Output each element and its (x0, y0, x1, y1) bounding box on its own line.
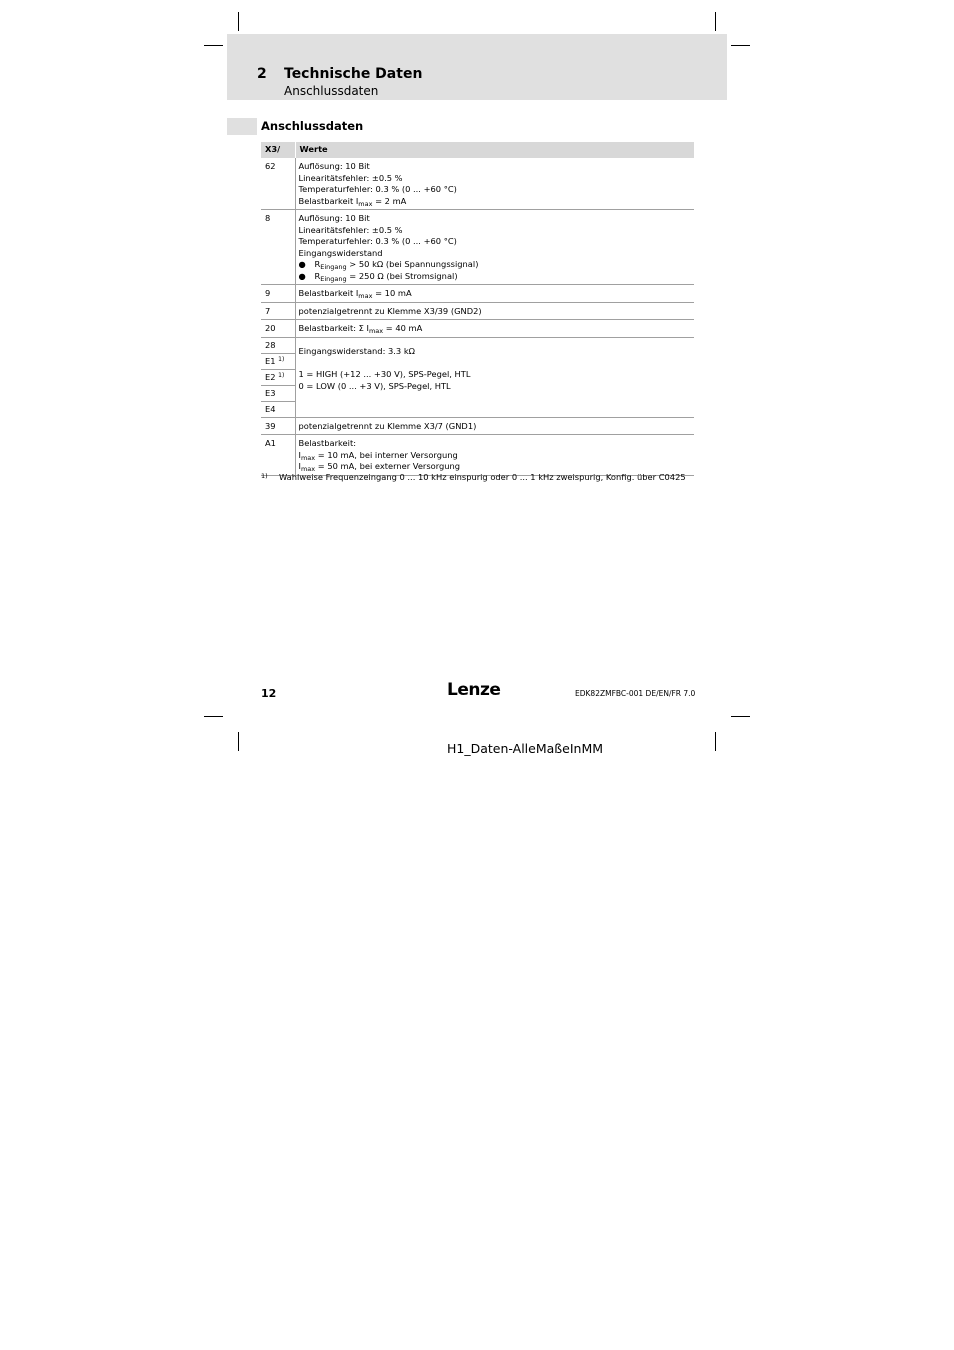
terminal-cell: 39 (261, 417, 295, 435)
terminal-cell: 7 (261, 302, 295, 320)
table-row (261, 210, 694, 285)
value-line: Belastbarkeit: (298, 438, 356, 448)
terminal-cell: 9 (261, 285, 295, 303)
lenze-logo: Lenze (447, 680, 501, 700)
value-line: $I_{max} = 10$ mA, bei interner Versorgung (298, 449, 458, 462)
values-cell (295, 337, 694, 417)
section-title: Anschlussdaten (261, 119, 364, 133)
crop-mark (715, 12, 716, 31)
chapter-title: Technische Daten (284, 66, 423, 82)
terminal-group-cell (261, 337, 295, 417)
bullet-item: ● $R_{Eingang} = 250$ Ω (bei Stromsignal) (298, 270, 458, 283)
table-row (261, 285, 694, 303)
terminal-cell: A1 (261, 435, 295, 476)
value-line: Auflösung: 10 Bit (298, 161, 370, 171)
footnote-marker: 1) (261, 472, 268, 480)
table-row (261, 302, 694, 320)
terminal-label: E1 $^{1)}$ (261, 354, 295, 370)
values-cell (295, 158, 694, 210)
values-cell: Belastbarkeit: Σ $I_{max} = 40$ mA (295, 320, 694, 338)
value-line: Auflösung: 10 Bit (298, 213, 370, 223)
crop-mark (731, 716, 750, 717)
value-line: Linearitätsfehler: ±0.5 % (298, 224, 403, 235)
value-line: $I_{max} = 50$ mA, bei externer Versorgung (298, 461, 461, 473)
crop-mark (204, 716, 223, 717)
page-caption: H1_Daten-AlleMaßeInMM (447, 741, 604, 756)
value-line: Temperaturfehler: 0.3 % (0 ... +60 °C) (298, 236, 457, 246)
values-cell (295, 435, 694, 476)
value-line: 1 = HIGH (+12 ... +30 V), SPS-Pegel, HTL (298, 369, 471, 379)
terminal-cell: 20 (261, 320, 295, 338)
document-id: EDK82ZMFBC-001 DE/EN/FR 7.0 (575, 689, 696, 698)
crop-mark (715, 732, 716, 751)
value-line: Belastbarkeit $I_{max} = 2$ mA (298, 195, 407, 208)
value-line: Linearitätsfehler: ±0.5 % (298, 172, 403, 183)
table-header-row (261, 142, 694, 158)
crop-mark (204, 45, 223, 46)
terminal-cell: 8 (261, 210, 295, 285)
table-row (261, 158, 694, 210)
crop-mark (238, 12, 239, 31)
crop-mark (731, 45, 750, 46)
column-header-terminal: X3/ (261, 142, 295, 158)
section-marker (227, 118, 257, 135)
value-line: Temperaturfehler: 0.3 % (0 ... +60 °C) (298, 184, 457, 194)
values-cell: potenzialgetrennt zu Klemme X3/7 (GND1) (295, 417, 694, 435)
table-row (261, 435, 694, 476)
terminal-label: E2 $^{1)}$ (261, 370, 295, 386)
connection-data-table (261, 142, 694, 476)
chapter-number: 2 (257, 66, 267, 82)
value-line: Eingangswiderstand: 3.3 kΩ (298, 345, 415, 356)
footnote-text: Wahlweise Frequenzeingang 0 ... 10 kHz einspurig oder 0 ... 1 kHz zweispurig, Konfig. über C0425 (279, 472, 686, 482)
terminal-label: E3 (261, 386, 295, 402)
terminal-cell: 62 (261, 158, 295, 210)
column-header-values: Werte (295, 142, 694, 158)
crop-mark (238, 732, 239, 751)
chapter-subtitle: Anschlussdaten (284, 84, 379, 98)
values-cell: potenzialgetrennt zu Klemme X3/39 (GND2) (295, 302, 694, 320)
bullet-icon: ● (298, 270, 306, 281)
footnote (261, 472, 686, 482)
table-row (261, 417, 694, 435)
terminal-label: 28 (261, 338, 295, 354)
bullet-icon: ● (298, 259, 306, 269)
table-row (261, 320, 694, 338)
values-cell: Belastbarkeit $I_{max} = 10$ mA (295, 285, 694, 303)
value-line: Eingangswiderstand (298, 247, 383, 258)
bullet-item: ● $R_{Eingang} > 50$ kΩ (bei Spannungssignal) (298, 259, 479, 271)
table-row (261, 337, 694, 417)
value-line: 0 = LOW (0 ... +3 V), SPS-Pegel, HTL (298, 380, 451, 391)
page-number: 12 (261, 687, 277, 700)
terminal-label: E4 (265, 403, 276, 414)
values-cell (295, 210, 694, 285)
